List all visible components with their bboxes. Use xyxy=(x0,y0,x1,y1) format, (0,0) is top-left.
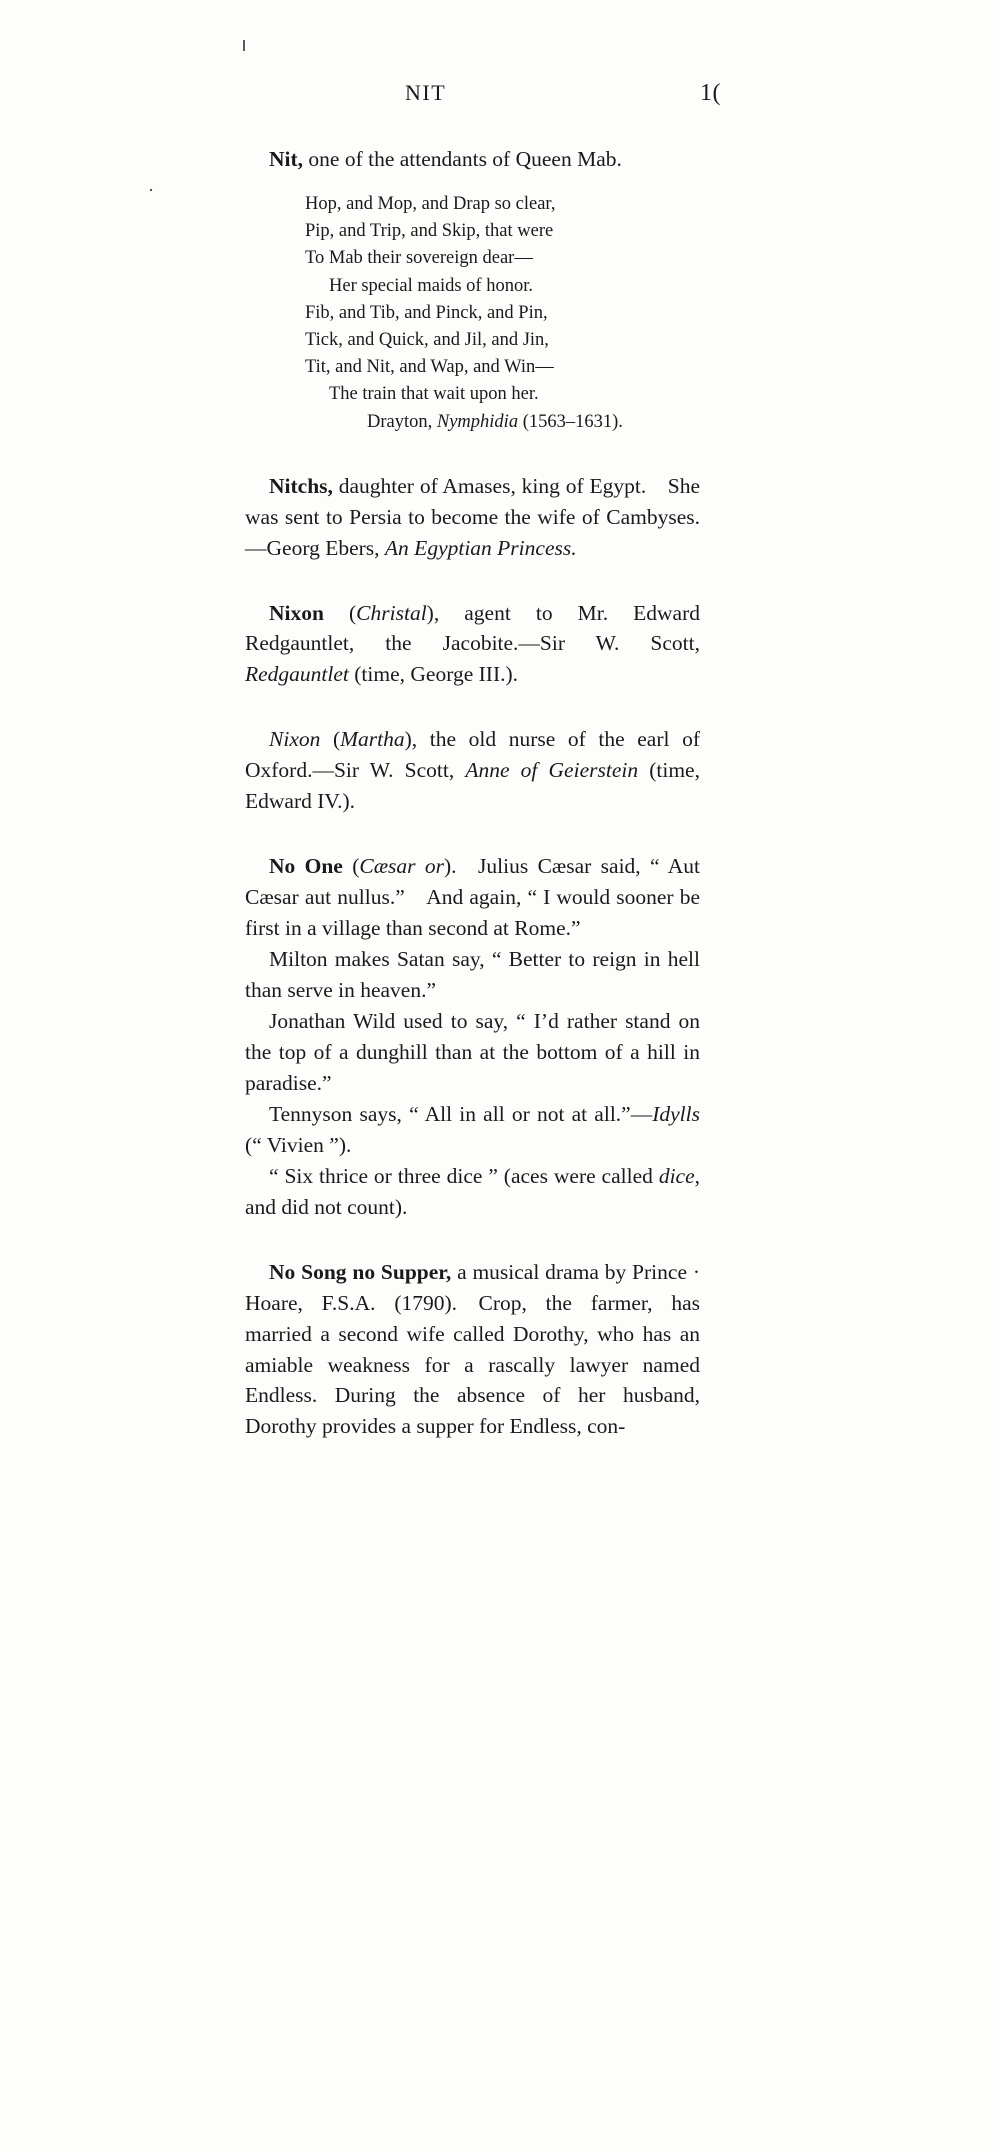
attribution-author: Drayton, xyxy=(367,412,437,433)
dictionary-entry-nit xyxy=(245,144,700,437)
entry-qualifier: Cæsar or xyxy=(359,854,445,879)
entry-headword: No Song no Supper, xyxy=(269,1259,452,1284)
entry-paragraph: Milton makes Satan say, “ Better to reign in hell than serve in heaven.” xyxy=(245,947,700,1003)
entry-headword: No One xyxy=(269,854,343,879)
dictionary-entry-nixon-christal xyxy=(245,598,700,691)
page-number: 1( xyxy=(700,80,721,106)
entry-text: a musical drama by Prince · Hoare, F.S.A. (1790). Crop, the farmer, has married a second wife called Dorothy, who has an amiable weakness for a rascally lawyer named Endless. During the absence of her husband, Dorothy provides a supper for Endless, con- xyxy=(245,1259,700,1439)
entry-body xyxy=(245,598,700,691)
verse-attribution xyxy=(305,409,700,436)
entry-work-title: Redgauntlet xyxy=(245,662,349,687)
verse-line: Tick, and Quick, and Jil, and Jin, xyxy=(305,329,549,350)
entry-text: (time, Edward IV.). xyxy=(245,758,700,814)
verse-line: The train that wait upon her. xyxy=(329,384,539,405)
attribution-dates: (1563–1631). xyxy=(518,412,623,433)
entry-qualifier: Martha xyxy=(340,727,405,752)
entry-body xyxy=(245,724,700,817)
entry-paragraph: Jonathan Wild used to say, “ I’d rather stand on the top of a dunghill than at the bottom of a hill in paradise.” xyxy=(245,1008,700,1095)
entry-qualifier: Christal xyxy=(356,600,427,625)
entry-paragraph-tennyson xyxy=(245,1099,700,1161)
entry-text: one of the attendants of Queen Mab. xyxy=(303,147,622,171)
dictionary-entry-nitchs xyxy=(245,471,700,564)
page-header xyxy=(245,80,721,122)
entry-headword: Nixon xyxy=(269,727,321,752)
entry-text: , and did not count). xyxy=(245,1163,700,1219)
entry-text: (time, George III.). xyxy=(348,662,519,687)
entry-text: ( xyxy=(323,600,357,625)
entry-text: “ Six thrice or three dice ” (aces were called xyxy=(269,1163,659,1188)
dictionary-entry-no-song-no-supper xyxy=(245,1257,700,1443)
entry-body xyxy=(245,471,700,564)
entry-verse-quotation xyxy=(245,191,700,437)
entry-text: Tennyson says, “ All in all or not at all.”— xyxy=(269,1101,653,1126)
verse-line: To Mab their sovereign dear— xyxy=(305,248,533,269)
entry-body xyxy=(245,144,700,175)
page-tick-mark xyxy=(243,40,245,51)
entry-work-title: An Egyptian Princess. xyxy=(384,535,577,560)
entry-work-title: Anne of Geierstein xyxy=(465,758,639,783)
verse-line: Hop, and Mop, and Drap so clear, xyxy=(305,193,556,214)
entry-headword: Nixon xyxy=(269,600,324,625)
entry-headword: Nit, xyxy=(269,147,304,171)
page-content xyxy=(245,80,721,1442)
entry-paragraph-dice xyxy=(245,1161,700,1223)
verse-line: Pip, and Trip, and Skip, that were xyxy=(305,221,554,242)
entry-emphasis: dice xyxy=(658,1163,695,1188)
dictionary-entry-no-one xyxy=(245,851,700,1222)
entry-text: ). Julius Cæsar said, “ Aut Cæsar aut nullus.” And again, “ I would sooner be first in a village than second at Rome.” xyxy=(245,854,700,941)
running-head: NIT xyxy=(405,80,447,105)
entry-text: ( xyxy=(342,854,360,879)
entry-text: (“ Vivien ”). xyxy=(245,1132,352,1157)
entry-text: ( xyxy=(320,727,341,752)
entry-text: ), the old nurse of the earl of Oxford.—Sir W. Scott, xyxy=(245,727,700,783)
entry-body xyxy=(245,1257,700,1443)
entry-headword: Nitchs, xyxy=(269,473,333,498)
attribution-work-title: Nymphidia xyxy=(436,412,519,433)
entry-text: ), agent to Mr. Edward Redgauntlet, the Jacobite.—Sir W. Scott, xyxy=(245,600,700,656)
verse-line: Fib, and Tib, and Pinck, and Pin, xyxy=(305,302,548,323)
stray-ink-mark: · xyxy=(148,180,154,200)
verse-line: Tit, and Nit, and Wap, and Win— xyxy=(305,357,554,378)
dictionary-entry-nixon-martha xyxy=(245,724,700,817)
verse-line: Her special maids of honor. xyxy=(329,275,533,296)
entry-body xyxy=(245,851,700,944)
entry-text: daughter of Amases, king of Egypt. She was sent to Persia to become the wife of Cambyses.—Georg Ebers, xyxy=(245,473,700,560)
entry-work-title: Idylls xyxy=(652,1101,700,1126)
